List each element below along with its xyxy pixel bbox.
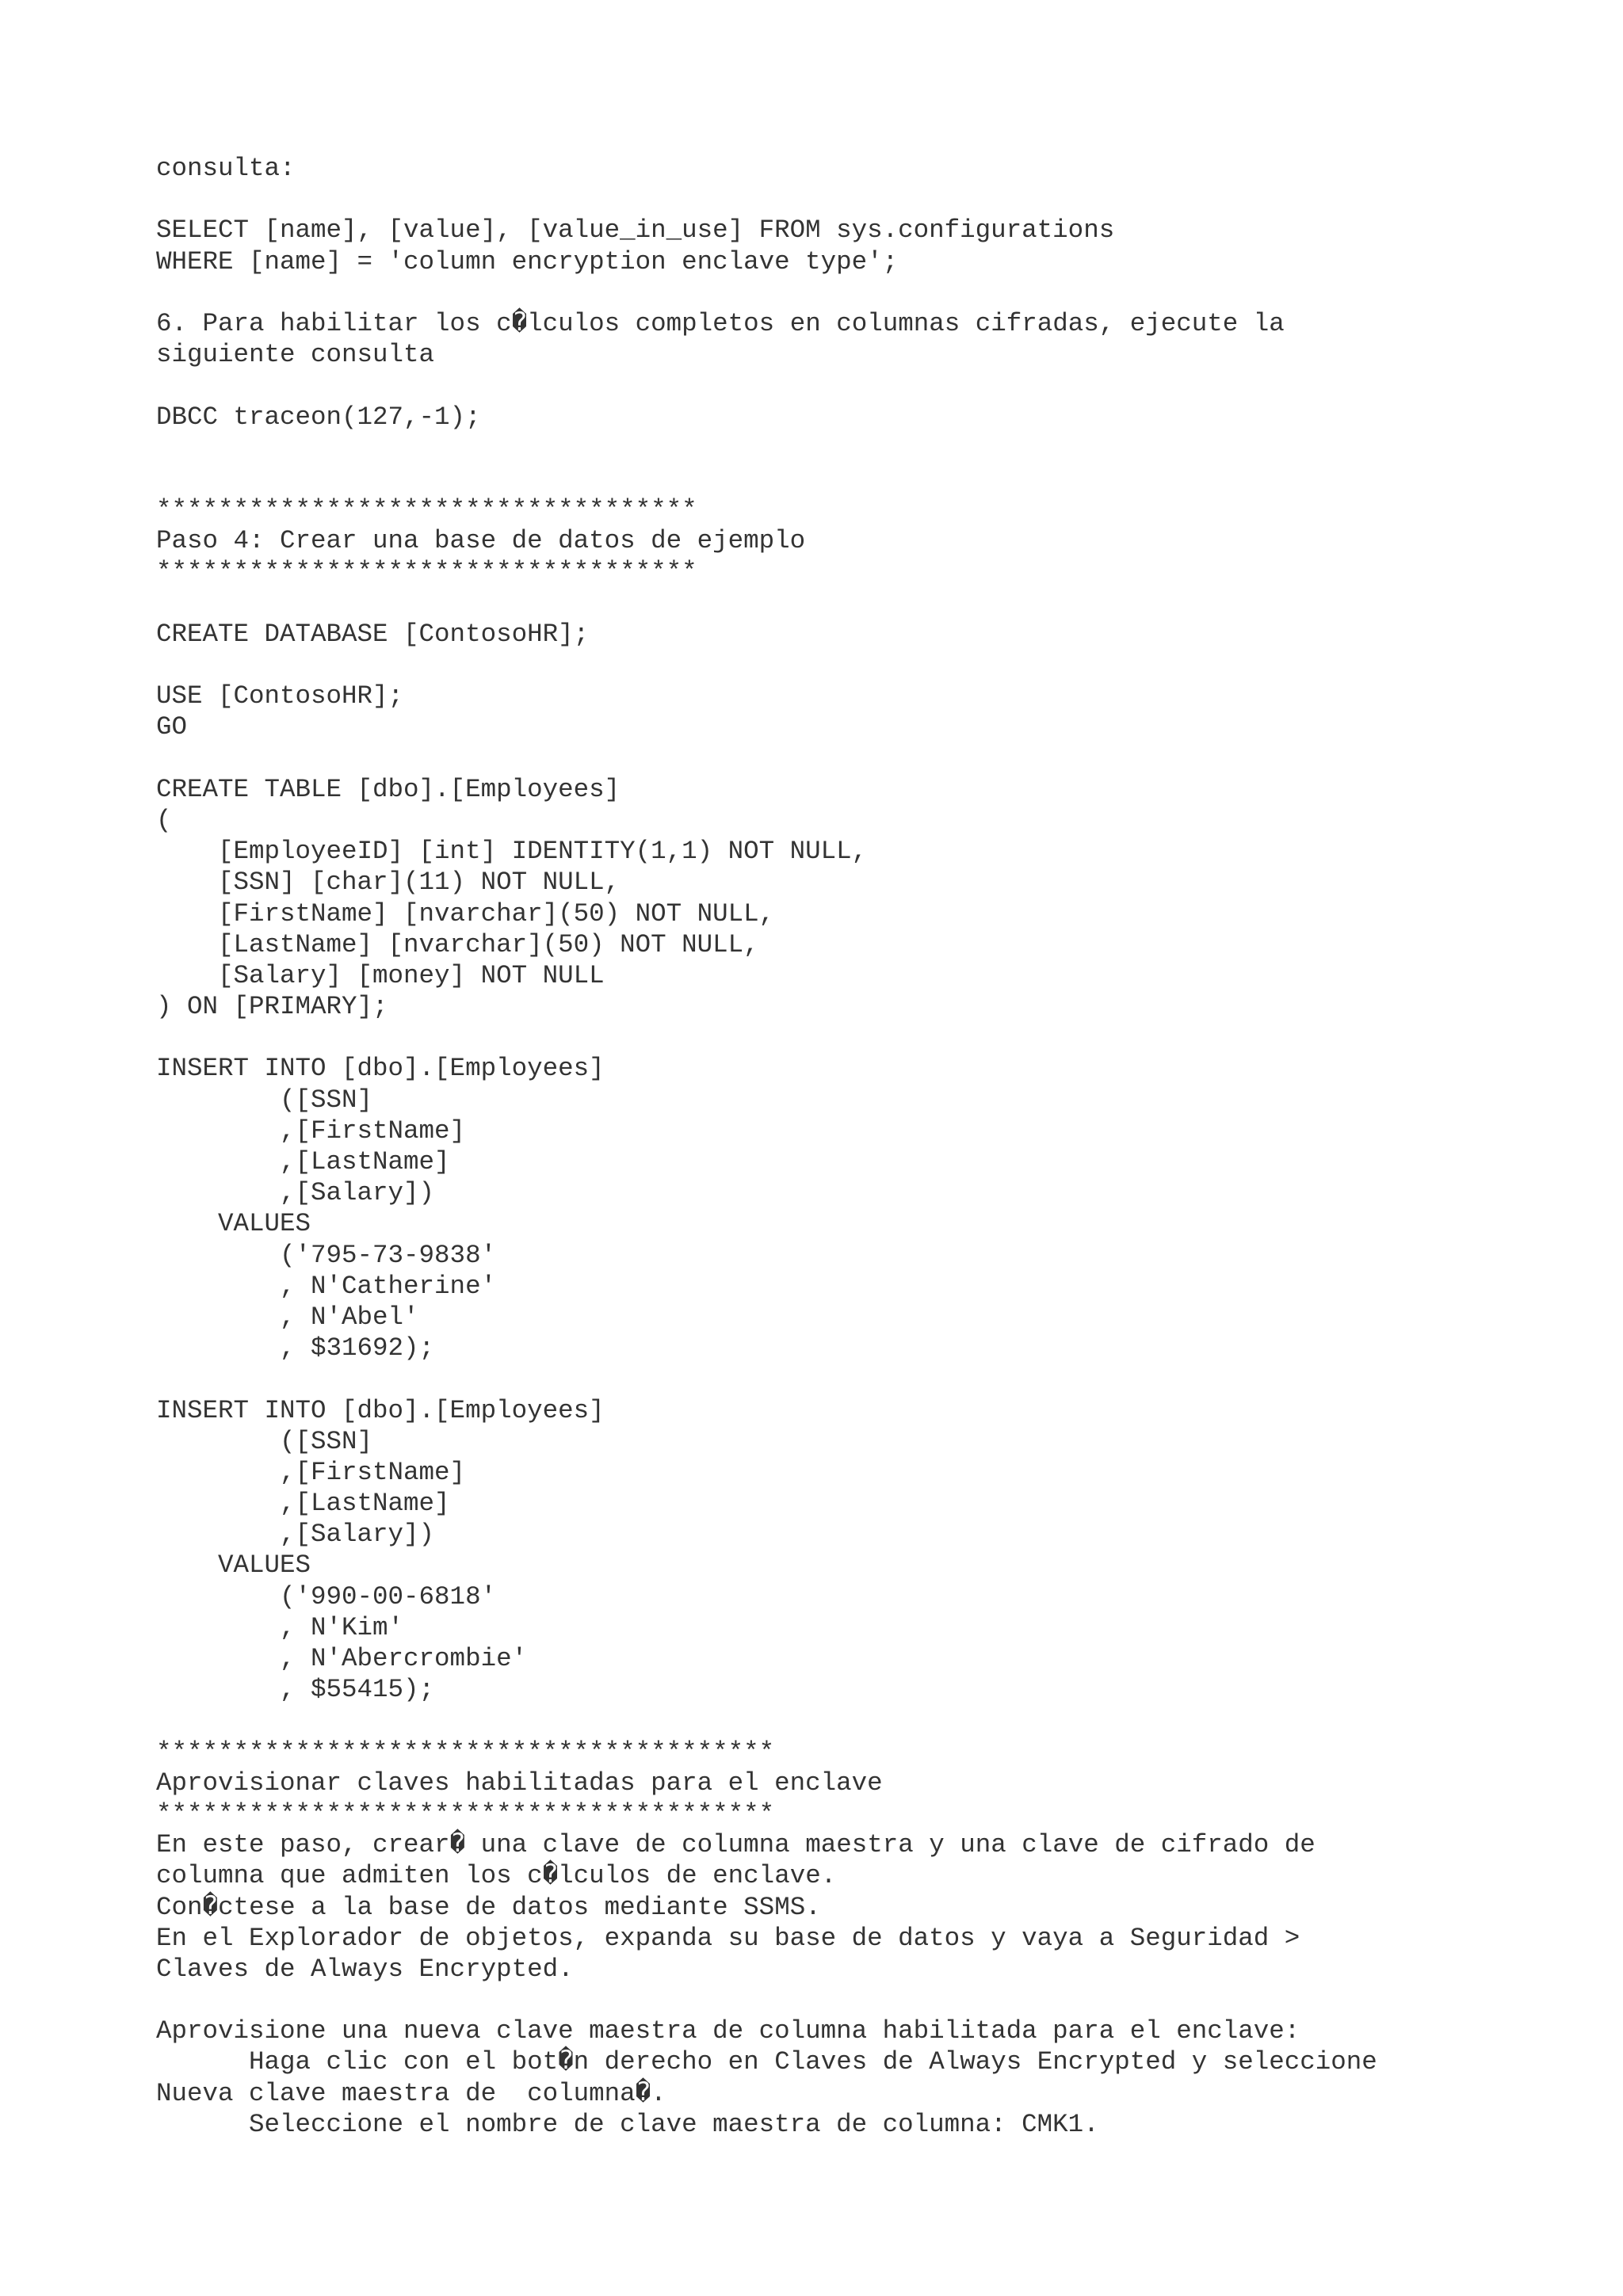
document-body [156,153,1598,2140]
text-line: ( [156,805,172,835]
text-line: , N'Abercrombie' [156,1644,528,1673]
text-line [156,277,1598,308]
text-line: VALUES [156,1209,311,1239]
text-line [156,1705,1598,1736]
text-line: , N'Catherine' [156,1271,497,1301]
text-line: ([SSN] [156,1426,373,1456]
text-line: *********************************** [156,557,697,587]
text-line [156,370,1598,401]
text-line: ('795-73-9838' [156,1240,497,1270]
text-line: DBCC traceon(127,-1); [156,402,481,432]
text-line: INSERT INTO [dbo].[Employees] [156,1054,605,1084]
text-line: Aprovisione una nueva clave maestra de columna habilitada para el enclave: [156,2016,1300,2046]
text-line [156,1985,1598,2016]
text-line [156,184,1598,215]
text-line: ,[LastName] [156,1489,450,1519]
text-line: ,[Salary]) [156,1178,435,1208]
text-line: ([SSN] [156,1085,373,1115]
text-line: VALUES [156,1550,311,1581]
text-line: ,[FirstName] [156,1116,466,1146]
text-line: Aprovisionar claves habilitadas para el enclave [156,1768,883,1798]
text-line: , N'Abel' [156,1302,419,1332]
text-line: GO [156,712,188,742]
text-line: WHERE [name] = 'column encryption enclave type'; [156,246,899,277]
text-line: Seleccione el nombre de clave maestra de columna: CMK1. [156,2109,1099,2139]
text-line: En este paso, crear� una clave de columna maestra y una clave de cifrado de [156,1830,1316,1860]
text-line: Paso 4: Crear una base de datos de ejemplo [156,526,806,556]
text-line: columna que admiten los c�lculos de enclave. [156,1861,837,1891]
text-line [156,743,1598,774]
text-line: consulta: [156,154,296,183]
text-line: ,[FirstName] [156,1457,466,1487]
text-line: , $31692); [156,1333,435,1363]
text-line [156,650,1598,681]
text-line [156,1363,1598,1394]
text-line: ,[LastName] [156,1147,450,1177]
text-line: [EmployeeID] [int] IDENTITY(1,1) NOT NULL, [156,837,868,867]
text-line: **************************************** [156,1798,775,1829]
text-line: Claves de Always Encrypted. [156,1954,574,1984]
text-line: CREATE DATABASE [ContosoHR]; [156,619,590,649]
text-line: Haga clic con el bot�n derecho en Claves de Always Encrypted y seleccione [156,2047,1377,2077]
text-line: , N'Kim' [156,1612,404,1642]
text-line: INSERT INTO [dbo].[Employees] [156,1395,605,1425]
text-line [156,588,1598,619]
text-line: Con�ctese a la base de datos mediante SSMS. [156,1892,821,1922]
text-line: ,[Salary]) [156,1520,435,1550]
text-line: *********************************** [156,495,697,525]
text-line: USE [ContosoHR]; [156,681,404,711]
text-line [156,463,1598,494]
text-line: SELECT [name], [value], [value_in_use] FROM sys.configurations [156,215,1115,246]
text-line [156,1022,1598,1053]
text-line [156,433,1598,463]
text-line: [Salary] [money] NOT NULL [156,960,605,990]
text-line: **************************************** [156,1737,775,1767]
text-line: En el Explorador de objetos, expanda su base de datos y vaya a Seguridad > [156,1923,1300,1953]
text-line: CREATE TABLE [dbo].[Employees] [156,774,621,804]
text-line: ('990-00-6818' [156,1581,497,1611]
text-line: Nueva clave maestra de columna�. [156,2078,666,2108]
text-line: [FirstName] [nvarchar](50) NOT NULL, [156,898,775,929]
text-line: [LastName] [nvarchar](50) NOT NULL, [156,929,759,959]
text-line: ) ON [PRIMARY]; [156,992,388,1022]
text-line: siguiente consulta [156,340,435,370]
text-line: [SSN] [char](11) NOT NULL, [156,868,621,898]
text-line: 6. Para habilitar los c�lculos completos en columnas cifradas, ejecute la [156,308,1285,338]
text-line: , $55415); [156,1675,435,1705]
